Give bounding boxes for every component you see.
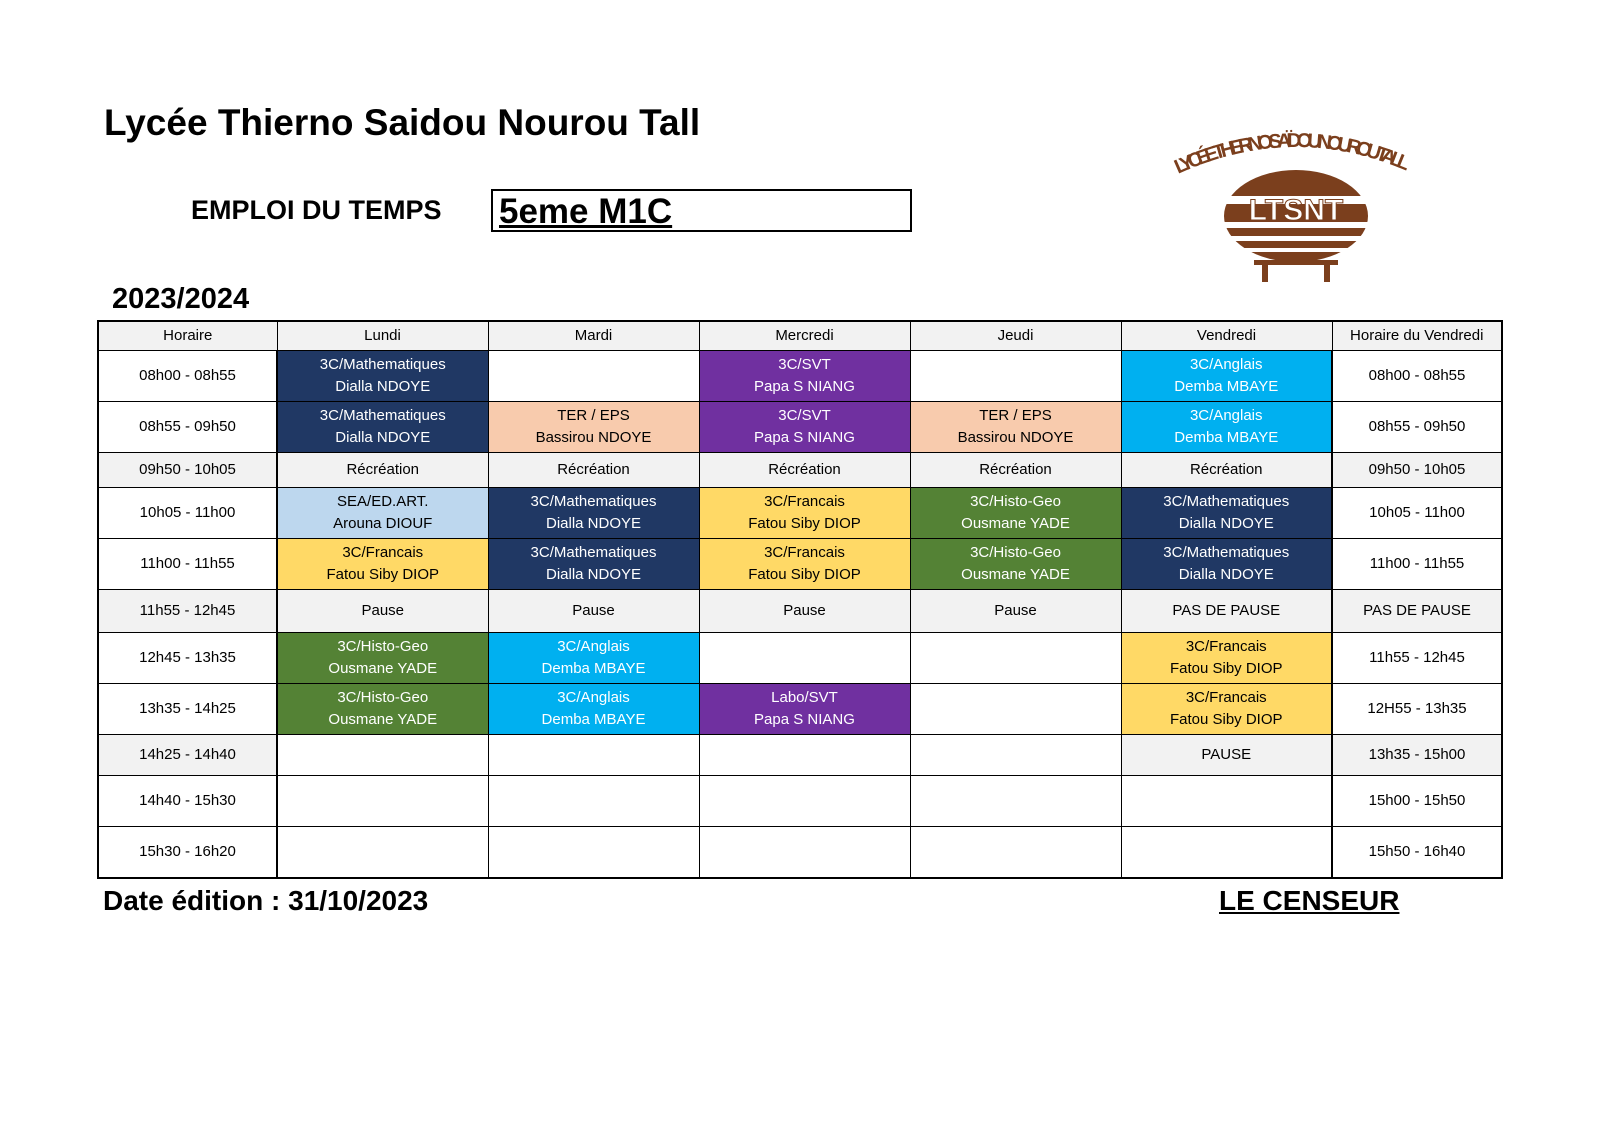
time-slot: 15h30 - 16h20 bbox=[98, 827, 277, 879]
course-cell bbox=[488, 633, 699, 684]
course-teacher: Demba MBAYE bbox=[541, 660, 646, 677]
table-row bbox=[98, 735, 1502, 776]
course-subject: 3C/SVT bbox=[778, 407, 831, 424]
course-subject: 3C/Mathematiques bbox=[319, 407, 446, 424]
col-header-mercredi: Mercredi bbox=[699, 321, 910, 351]
friday-time-slot: PAS DE PAUSE bbox=[1332, 590, 1502, 633]
break-cell: Récréation bbox=[277, 453, 488, 488]
time-slot: 08h00 - 08h55 bbox=[98, 351, 277, 402]
friday-time-slot: 11h55 - 12h45 bbox=[1332, 633, 1502, 684]
date-edition: Date édition : 31/10/2023 bbox=[103, 885, 429, 916]
course-subject: 3C/Mathematiques bbox=[319, 356, 446, 373]
course-teacher: Papa S NIANG bbox=[754, 429, 855, 446]
course-subject: 3C/Histo-Geo bbox=[970, 493, 1061, 510]
friday-time-slot: 10h05 - 11h00 bbox=[1332, 488, 1502, 539]
course-cell bbox=[1121, 633, 1332, 684]
course-teacher: Dialla NDOYE bbox=[335, 429, 431, 446]
course-subject: 3C/Francais bbox=[764, 493, 845, 510]
break-cell: Récréation bbox=[699, 453, 910, 488]
time-slot: 10h05 - 11h00 bbox=[98, 488, 277, 539]
course-teacher: Ousmane YADE bbox=[961, 515, 1070, 532]
course-cell bbox=[277, 539, 488, 590]
break-cell: PAUSE bbox=[1121, 735, 1332, 776]
course-subject: 3C/Anglais bbox=[557, 638, 630, 655]
course-teacher: Ousmane YADE bbox=[328, 660, 438, 677]
course-subject: 3C/Francais bbox=[342, 544, 424, 561]
course-teacher: Dialla NDOYE bbox=[1178, 515, 1274, 532]
friday-time-slot: 09h50 - 10h05 bbox=[1332, 453, 1502, 488]
empty-cell bbox=[910, 633, 1121, 684]
course-subject: 3C/Anglais bbox=[1189, 356, 1263, 373]
course-cell bbox=[699, 488, 910, 539]
course-teacher: Bassirou NDOYE bbox=[957, 429, 1074, 446]
empty-cell bbox=[910, 735, 1121, 776]
course-cell bbox=[1121, 402, 1332, 453]
course-subject: 3C/Histo-Geo bbox=[337, 689, 429, 706]
course-subject: TER / EPS bbox=[979, 407, 1052, 424]
course-teacher: Dialla NDOYE bbox=[335, 378, 431, 395]
course-subject: 3C/Histo-Geo bbox=[970, 544, 1061, 561]
school-logo-icon bbox=[1166, 126, 1426, 286]
course-cell bbox=[699, 351, 910, 402]
course-teacher: Ousmane YADE bbox=[961, 566, 1070, 583]
table-row bbox=[98, 590, 1502, 633]
course-subject: 3C/Mathematiques bbox=[530, 493, 657, 510]
course-teacher: Fatou Siby DIOP bbox=[748, 515, 861, 532]
empty-cell bbox=[277, 827, 488, 879]
course-subject: 3C/Mathematiques bbox=[530, 544, 657, 561]
col-header-mardi: Mardi bbox=[488, 321, 699, 351]
course-subject: 3C/Anglais bbox=[557, 689, 630, 706]
school-name: Lycée Thierno Saidou Nourou Tall bbox=[104, 102, 701, 143]
course-cell bbox=[277, 633, 488, 684]
course-cell bbox=[699, 539, 910, 590]
course-cell bbox=[488, 684, 699, 735]
course-subject: 3C/Histo-Geo bbox=[337, 638, 429, 655]
table-row bbox=[98, 633, 1502, 684]
time-slot: 12h45 - 13h35 bbox=[98, 633, 277, 684]
course-cell bbox=[1121, 351, 1332, 402]
course-cell bbox=[277, 402, 488, 453]
course-teacher: Dialla NDOYE bbox=[545, 515, 642, 532]
course-cell bbox=[1121, 488, 1332, 539]
time-slot: 09h50 - 10h05 bbox=[98, 453, 277, 488]
course-cell bbox=[910, 539, 1121, 590]
table-row bbox=[98, 453, 1502, 488]
friday-time-slot: 12H55 - 13h35 bbox=[1332, 684, 1502, 735]
course-teacher: Fatou Siby DIOP bbox=[1169, 660, 1283, 677]
course-subject: SEA/ED.ART. bbox=[337, 493, 429, 510]
course-teacher: Fatou Siby DIOP bbox=[326, 566, 440, 583]
empty-cell bbox=[277, 776, 488, 827]
empty-cell bbox=[910, 776, 1121, 827]
school-year: 2023/2024 bbox=[112, 283, 250, 315]
course-cell bbox=[488, 488, 699, 539]
empty-cell bbox=[488, 776, 699, 827]
course-teacher: Demba MBAYE bbox=[1174, 378, 1279, 395]
timetable-header-row bbox=[98, 321, 1502, 351]
course-cell bbox=[910, 402, 1121, 453]
course-subject: 3C/Francais bbox=[1185, 638, 1267, 655]
table-row bbox=[98, 351, 1502, 402]
time-slot: 13h35 - 14h25 bbox=[98, 684, 277, 735]
friday-time-slot: 13h35 - 15h00 bbox=[1332, 735, 1502, 776]
course-cell bbox=[277, 684, 488, 735]
course-teacher: Fatou Siby DIOP bbox=[1169, 711, 1283, 728]
break-cell: Récréation bbox=[1121, 453, 1332, 488]
course-cell bbox=[1121, 539, 1332, 590]
friday-time-slot: 08h55 - 09h50 bbox=[1332, 402, 1502, 453]
break-cell: Pause bbox=[699, 590, 910, 633]
class-name-box bbox=[491, 189, 912, 232]
course-teacher: Papa S NIANG bbox=[754, 378, 855, 395]
course-teacher: Ousmane YADE bbox=[328, 711, 438, 728]
course-teacher: Bassirou NDOYE bbox=[535, 429, 652, 446]
course-teacher: Fatou Siby DIOP bbox=[748, 566, 861, 583]
break-cell: Récréation bbox=[488, 453, 699, 488]
course-cell bbox=[488, 539, 699, 590]
course-teacher: Papa S NIANG bbox=[754, 711, 855, 728]
col-header-vendredi: Vendredi bbox=[1121, 321, 1332, 351]
course-teacher: Arouna DIOUF bbox=[333, 515, 433, 532]
table-row bbox=[98, 402, 1502, 453]
table-row bbox=[98, 488, 1502, 539]
course-subject: TER / EPS bbox=[557, 407, 630, 424]
empty-cell bbox=[910, 827, 1121, 879]
course-subject: 3C/Francais bbox=[764, 544, 845, 561]
empty-cell bbox=[277, 735, 488, 776]
empty-cell bbox=[1121, 776, 1332, 827]
class-name: 5eme M1C bbox=[499, 192, 673, 231]
break-cell: Pause bbox=[488, 590, 699, 633]
course-cell bbox=[277, 488, 488, 539]
course-cell bbox=[699, 684, 910, 735]
timetable bbox=[97, 320, 1503, 879]
table-row bbox=[98, 827, 1502, 879]
course-subject: 3C/Mathematiques bbox=[1163, 544, 1290, 561]
course-subject: 3C/SVT bbox=[778, 356, 831, 373]
course-subject: 3C/Mathematiques bbox=[1163, 493, 1290, 510]
course-cell bbox=[488, 402, 699, 453]
course-teacher: Demba MBAYE bbox=[541, 711, 646, 728]
empty-cell bbox=[488, 351, 699, 402]
course-cell bbox=[1121, 684, 1332, 735]
time-slot: 14h25 - 14h40 bbox=[98, 735, 277, 776]
col-header-jeudi: Jeudi bbox=[910, 321, 1121, 351]
table-row bbox=[98, 539, 1502, 590]
empty-cell bbox=[699, 827, 910, 879]
empty-cell bbox=[699, 735, 910, 776]
timetable-label: EMPLOI DU TEMPS bbox=[191, 195, 442, 225]
friday-time-slot: 15h50 - 16h40 bbox=[1332, 827, 1502, 879]
friday-time-slot: 11h00 - 11h55 bbox=[1332, 539, 1502, 590]
time-slot: 11h55 - 12h45 bbox=[98, 590, 277, 633]
col-header-lundi: Lundi bbox=[277, 321, 488, 351]
empty-cell bbox=[488, 735, 699, 776]
col-header-horaire-vendredi: Horaire du Vendredi bbox=[1332, 321, 1502, 351]
signature-label: LE CENSEUR bbox=[1219, 885, 1400, 916]
course-cell bbox=[910, 488, 1121, 539]
break-cell: PAS DE PAUSE bbox=[1121, 590, 1332, 633]
course-teacher: Demba MBAYE bbox=[1174, 429, 1279, 446]
friday-time-slot: 15h00 - 15h50 bbox=[1332, 776, 1502, 827]
time-slot: 14h40 - 15h30 bbox=[98, 776, 277, 827]
course-subject: 3C/Francais bbox=[1185, 689, 1267, 706]
empty-cell bbox=[699, 776, 910, 827]
logo-text: LYCÉE THIERNO SAÏDOU NOUROU TALL bbox=[1171, 129, 1414, 179]
empty-cell bbox=[1121, 827, 1332, 879]
break-cell: Pause bbox=[277, 590, 488, 633]
time-slot: 11h00 - 11h55 bbox=[98, 539, 277, 590]
col-header-horaire: Horaire bbox=[98, 321, 277, 351]
empty-cell bbox=[910, 684, 1121, 735]
course-teacher: Dialla NDOYE bbox=[545, 566, 642, 583]
course-cell bbox=[699, 402, 910, 453]
empty-cell bbox=[910, 351, 1121, 402]
friday-time-slot: 08h00 - 08h55 bbox=[1332, 351, 1502, 402]
break-cell: Pause bbox=[910, 590, 1121, 633]
course-teacher: Dialla NDOYE bbox=[1178, 566, 1274, 583]
break-cell: Récréation bbox=[910, 453, 1121, 488]
empty-cell bbox=[488, 827, 699, 879]
table-row bbox=[98, 776, 1502, 827]
table-row bbox=[98, 684, 1502, 735]
empty-cell bbox=[699, 633, 910, 684]
course-subject: Labo/SVT bbox=[771, 689, 838, 706]
time-slot: 08h55 - 09h50 bbox=[98, 402, 277, 453]
course-subject: 3C/Anglais bbox=[1189, 407, 1263, 424]
course-cell bbox=[277, 351, 488, 402]
logo-initials: LTSNT bbox=[1248, 194, 1344, 227]
